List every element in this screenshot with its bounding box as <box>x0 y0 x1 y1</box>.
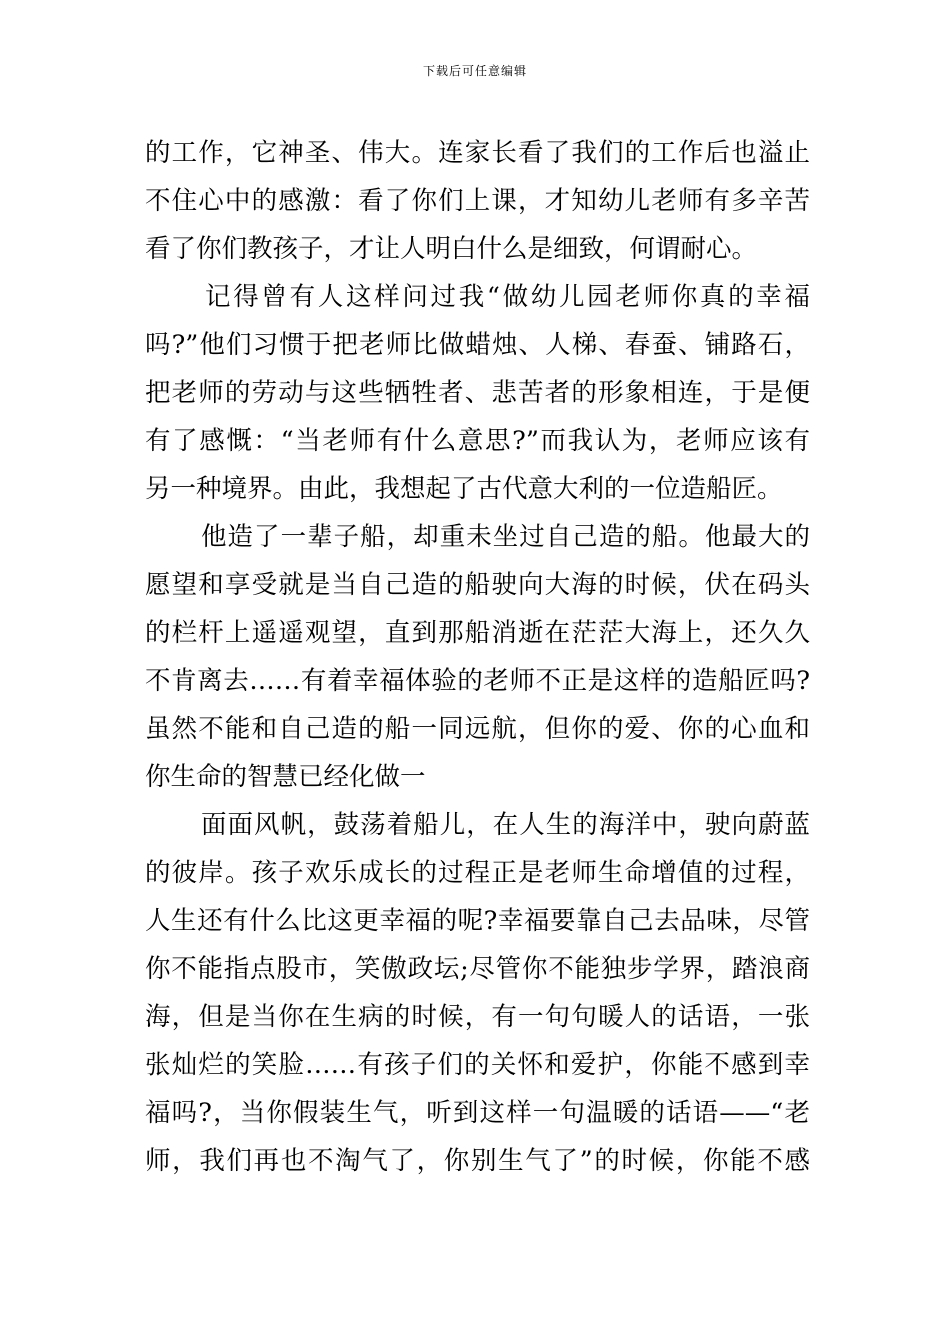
paragraph-first-line: 面面风帆，鼓荡着船儿，在人生的海洋中，驶向蔚蓝 <box>201 810 810 840</box>
text-line: 海，但是当你在生病的时候，有一句句暖人的话语，一张 <box>145 1002 810 1032</box>
text-line: 师，我们再也不淘气了，你别生气了”的时候，你能不感 <box>145 1146 810 1176</box>
page-header: 下载后可任意编辑 <box>422 64 527 78</box>
text-line: 另一种境界。由此，我想起了古代意大利的一位造船匠。 <box>145 474 783 504</box>
text-line: 张灿烂的笑脸……有孩子们的关怀和爱护，你能不感到幸 <box>145 1050 810 1080</box>
text-line: 吗?”他们习惯于把老师比做蜡烛、人梯、春蚕、铺路石， <box>145 330 810 360</box>
paragraph-first-line: 他造了一辈子船，却重未坐过自己造的船。他最大的 <box>201 522 810 552</box>
text-line: 看了你们教孩子，才让人明白什么是细致，何谓耐心。 <box>145 234 758 264</box>
text-line: 虽然不能和自己造的船一同远航，但你的爱、你的心血和 <box>145 714 810 744</box>
text-line: 把老师的劳动与这些牺牲者、悲苦者的形象相连，于是便 <box>145 378 810 408</box>
text-line: 福吗?，当你假装生气，听到这样一句温暖的话语——“老 <box>145 1098 810 1128</box>
text-line: 的工作，它神圣、伟大。连家长看了我们的工作后也溢止 <box>145 138 810 168</box>
text-line: 有了感慨：“当老师有什么意思?”而我认为，老师应该有 <box>145 426 810 456</box>
text-line: 愿望和享受就是当自己造的船驶向大海的时候，伏在码头 <box>145 570 810 600</box>
paragraph-first-line: 记得曾有人这样问过我“做幼儿园老师你真的幸福 <box>205 282 810 312</box>
text-line: 人生还有什么比这更幸福的呢?幸福要靠自己去品味，尽管 <box>145 906 810 936</box>
text-line: 的彼岸。孩子欢乐成长的过程正是老师生命增值的过程， <box>145 858 810 888</box>
text-line: 不住心中的感激：看了你们上课，才知幼儿老师有多辛苦 <box>145 186 810 216</box>
text-line: 你生命的智慧已经化做一 <box>145 762 426 792</box>
document-body <box>145 129 810 1185</box>
text-line: 的栏杆上遥遥观望，直到那船消逝在茫茫大海上，还久久 <box>145 618 810 648</box>
text-line: 你不能指点股市，笑傲政坛;尽管你不能独步学界，踏浪商 <box>145 954 810 984</box>
text-line: 不肯离去……有着幸福体验的老师不正是这样的造船匠吗? <box>145 666 810 696</box>
